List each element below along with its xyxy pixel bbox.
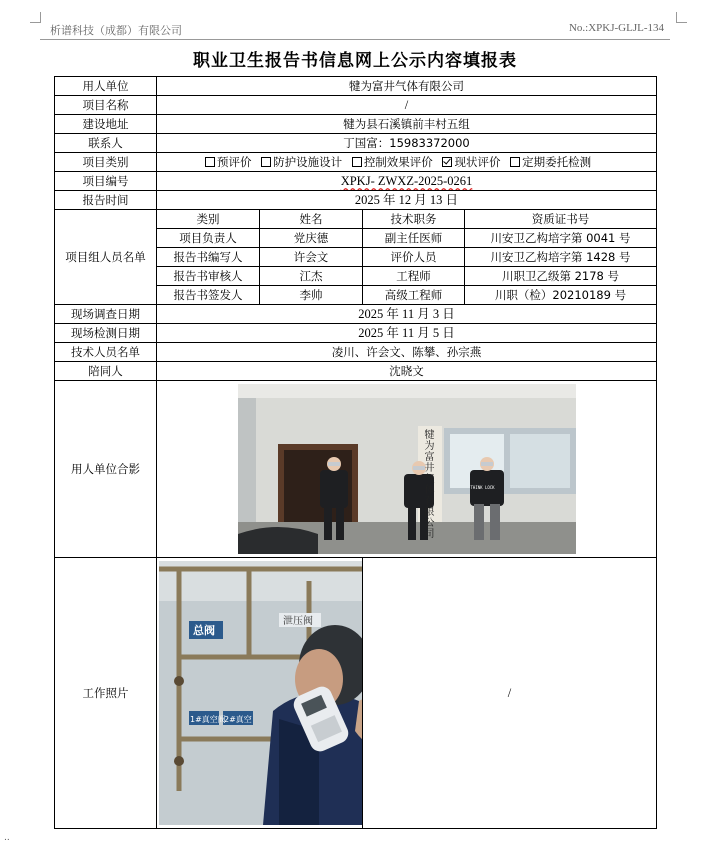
contact-value: 丁国富：15983372000 [157,134,657,153]
checkbox-icon [510,157,520,167]
employer-label: 用人单位 [55,77,157,96]
member-certificate: 川安卫乙构培字第 1428 号 [465,248,657,267]
address-value: 犍为县石溪镇前丰村五组 [157,115,657,134]
project-name-label: 项目名称 [55,96,157,115]
contact-label: 联系人 [55,134,157,153]
project-name-value: / [157,96,657,115]
header-divider [40,39,670,40]
category-option[interactable]: 定期委托检测 [504,155,591,169]
member-certificate: 川职卫乙级第 2178 号 [465,267,657,286]
row-employer [55,77,657,96]
member-title: 评价人员 [363,248,465,267]
category-option[interactable]: 现状评价 [436,155,500,169]
row-test-date [55,324,657,343]
team-header-title: 技术职务 [363,210,465,229]
team-header-name: 姓名 [260,210,363,229]
corner-mark-left [30,12,41,23]
category-label: 项目类别 [55,153,157,172]
work-photo-label: 工作照片 [55,558,157,829]
row-address [55,115,657,134]
row-group-photo [55,381,657,558]
tech-staff-label: 技术人员名单 [55,343,157,362]
tech-staff-value: 凌川、许会文、陈攀、孙宗燕 [157,343,657,362]
companion-label: 陪同人 [55,362,157,381]
member-name: 江杰 [260,267,363,286]
row-work-photo [55,558,657,829]
sign-vacuum-1: 1#真空阀 [190,715,226,724]
info-form-table [54,76,657,829]
category-option[interactable]: 控制效果评价 [346,155,433,169]
survey-date-label: 现场调查日期 [55,305,157,324]
row-tech-staff [55,343,657,362]
row-report-time [55,191,657,210]
sign-relief-valve: 泄压阀 [283,616,313,627]
company-header: 析谱科技（成都）有限公司 [50,24,182,37]
member-role: 报告书签发人 [157,286,260,305]
checked-checkbox-icon [442,157,452,167]
corner-mark-right [676,12,687,23]
page-title: 职业卫生报告书信息网上公示内容填报表 [193,51,517,71]
report-time-value: 2025 年 12 月 13 日 [157,191,657,210]
work-photo [159,561,363,825]
employer-value: 犍为富井气体有限公司 [157,77,657,96]
survey-date-value: 2025 年 11 月 3 日 [157,305,657,324]
team-header-row [55,210,657,229]
test-date-value: 2025 年 11 月 5 日 [157,324,657,343]
member-title: 工程师 [363,267,465,286]
test-date-label: 现场检测日期 [55,324,157,343]
member-name: 党庆德 [260,229,363,248]
row-companion [55,362,657,381]
member-name: 许会文 [260,248,363,267]
category-option[interactable]: 防护设施设计 [255,155,342,169]
group-photo-sign: 犍为富井气体有限公司 [424,430,435,540]
member-role: 报告书审核人 [157,267,260,286]
member-role: 项目负责人 [157,229,260,248]
page-marker: .. [4,833,10,843]
work-photo-empty: / [363,558,657,829]
shirt-logo: THINK LOCK [470,485,495,490]
sign-main-valve: 总阀 [193,624,215,637]
member-certificate: 川职（检）20210189 号 [465,286,657,305]
checkbox-icon [352,157,362,167]
project-number-label: 项目编号 [55,172,157,191]
checkbox-icon [205,157,215,167]
sign-vacuum-2: 2#真空 [224,715,252,724]
report-time-label: 报告时间 [55,191,157,210]
team-header-category: 类别 [157,210,260,229]
category-options [157,153,657,172]
row-survey-date [55,305,657,324]
member-certificate: 川安卫乙构培字第 0041 号 [465,229,657,248]
group-photo [238,384,576,554]
member-role: 报告书编写人 [157,248,260,267]
row-project-name [55,96,657,115]
project-number-value: XPKJ- ZWXZ-2025-0261 [340,174,473,188]
checkbox-icon [261,157,271,167]
team-label: 项目组人员名单 [55,210,157,305]
team-header-certificate: 资质证书号 [465,210,657,229]
member-name: 李帅 [260,286,363,305]
category-option[interactable]: 预评价 [199,155,252,169]
row-contact [55,134,657,153]
document-number: No.:XPKJ-GLJL-134 [568,22,664,34]
member-title: 副主任医师 [363,229,465,248]
member-title: 高级工程师 [363,286,465,305]
address-label: 建设地址 [55,115,157,134]
row-project-number [55,172,657,191]
group-photo-label: 用人单位合影 [55,381,157,558]
companion-value: 沈晓文 [157,362,657,381]
row-category [55,153,657,172]
